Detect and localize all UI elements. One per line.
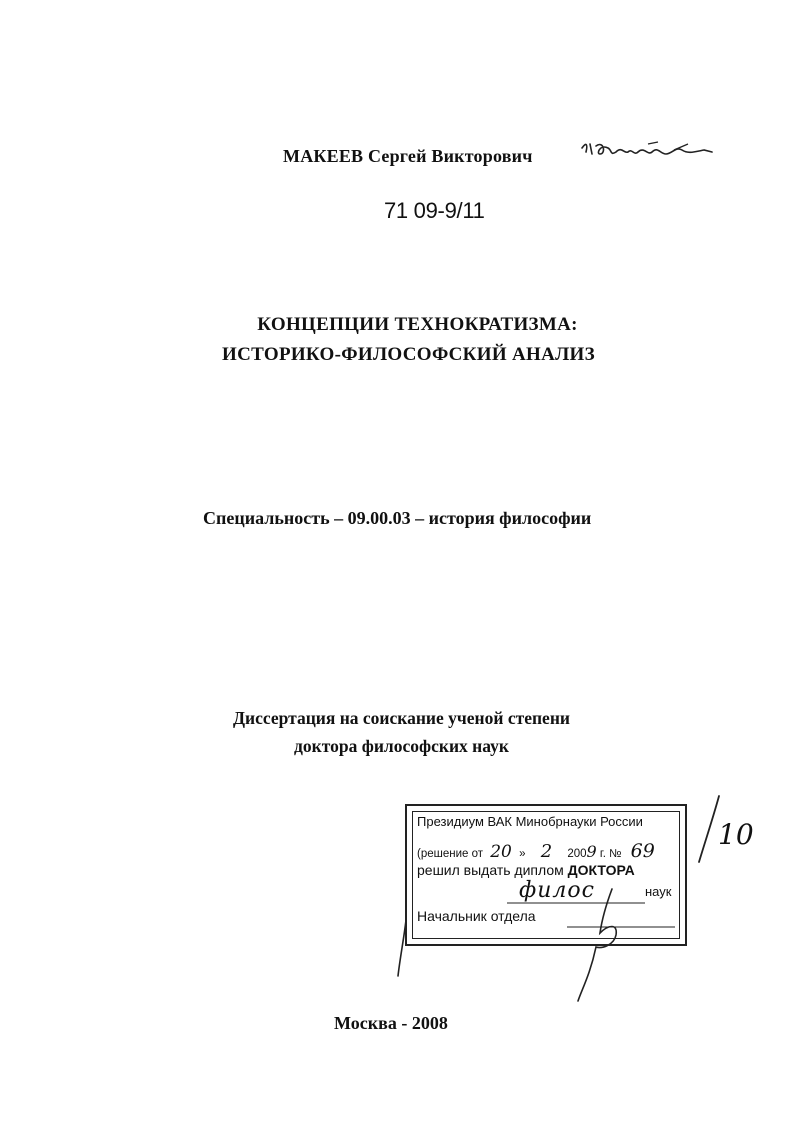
- stamp-tick-mark: [396, 918, 408, 978]
- title-line-1: КОНЦЕПЦИИ ТЕХНОКРАТИЗМА:: [257, 314, 578, 335]
- stamp-decision-year-digit: 9: [586, 842, 597, 861]
- stamp-science-field-handwritten: филос: [519, 878, 595, 903]
- author-surname: МАКЕЕВ: [283, 146, 364, 166]
- dissertation-line-2: доктора философских наук: [294, 736, 509, 756]
- specialty: Специальность – 09.00.03 – история философии: [203, 508, 592, 528]
- author-name: [283, 146, 533, 167]
- author-given-names: Сергей Викторович: [367, 146, 533, 166]
- stamp-decision-number: 69: [630, 840, 655, 862]
- vak-stamp: [405, 804, 687, 946]
- catalog-number: 71 09-9/11: [384, 198, 485, 223]
- dissertation-line-1: Диссертация на соискание ученой степени: [233, 708, 570, 728]
- stamp-decision-number-label: г. №: [599, 848, 622, 860]
- stamp-decision-text: [417, 862, 635, 878]
- stamp-decision-day: 20: [490, 842, 512, 862]
- place-year: Москва - 2008: [334, 1013, 448, 1033]
- margin-note: 10: [718, 818, 754, 851]
- stamp-decision-month: 2: [540, 841, 553, 862]
- stamp-decision-line: (решение от 20 » 2 2009 г. № 69: [417, 840, 655, 862]
- author-signature: [578, 132, 718, 172]
- stamp-decision-prefix: (решение от: [417, 848, 484, 860]
- stamp-line3-prefix: решил выдать диплом: [417, 862, 564, 878]
- stamp-decision-year-prefix: 200: [567, 848, 587, 860]
- stamp-head-of-department: Начальник отдела: [417, 908, 536, 924]
- stamp-science-suffix: наук: [645, 884, 672, 899]
- stamp-signature: [572, 885, 632, 1005]
- stamp-presidium-line: Президиум ВАК Минобрнауки России: [417, 814, 643, 829]
- title-line-2: ИСТОРИКО-ФИЛОСОФСКИЙ АНАЛИЗ: [222, 344, 595, 365]
- stamp-degree: ДОКТОРА: [567, 862, 635, 878]
